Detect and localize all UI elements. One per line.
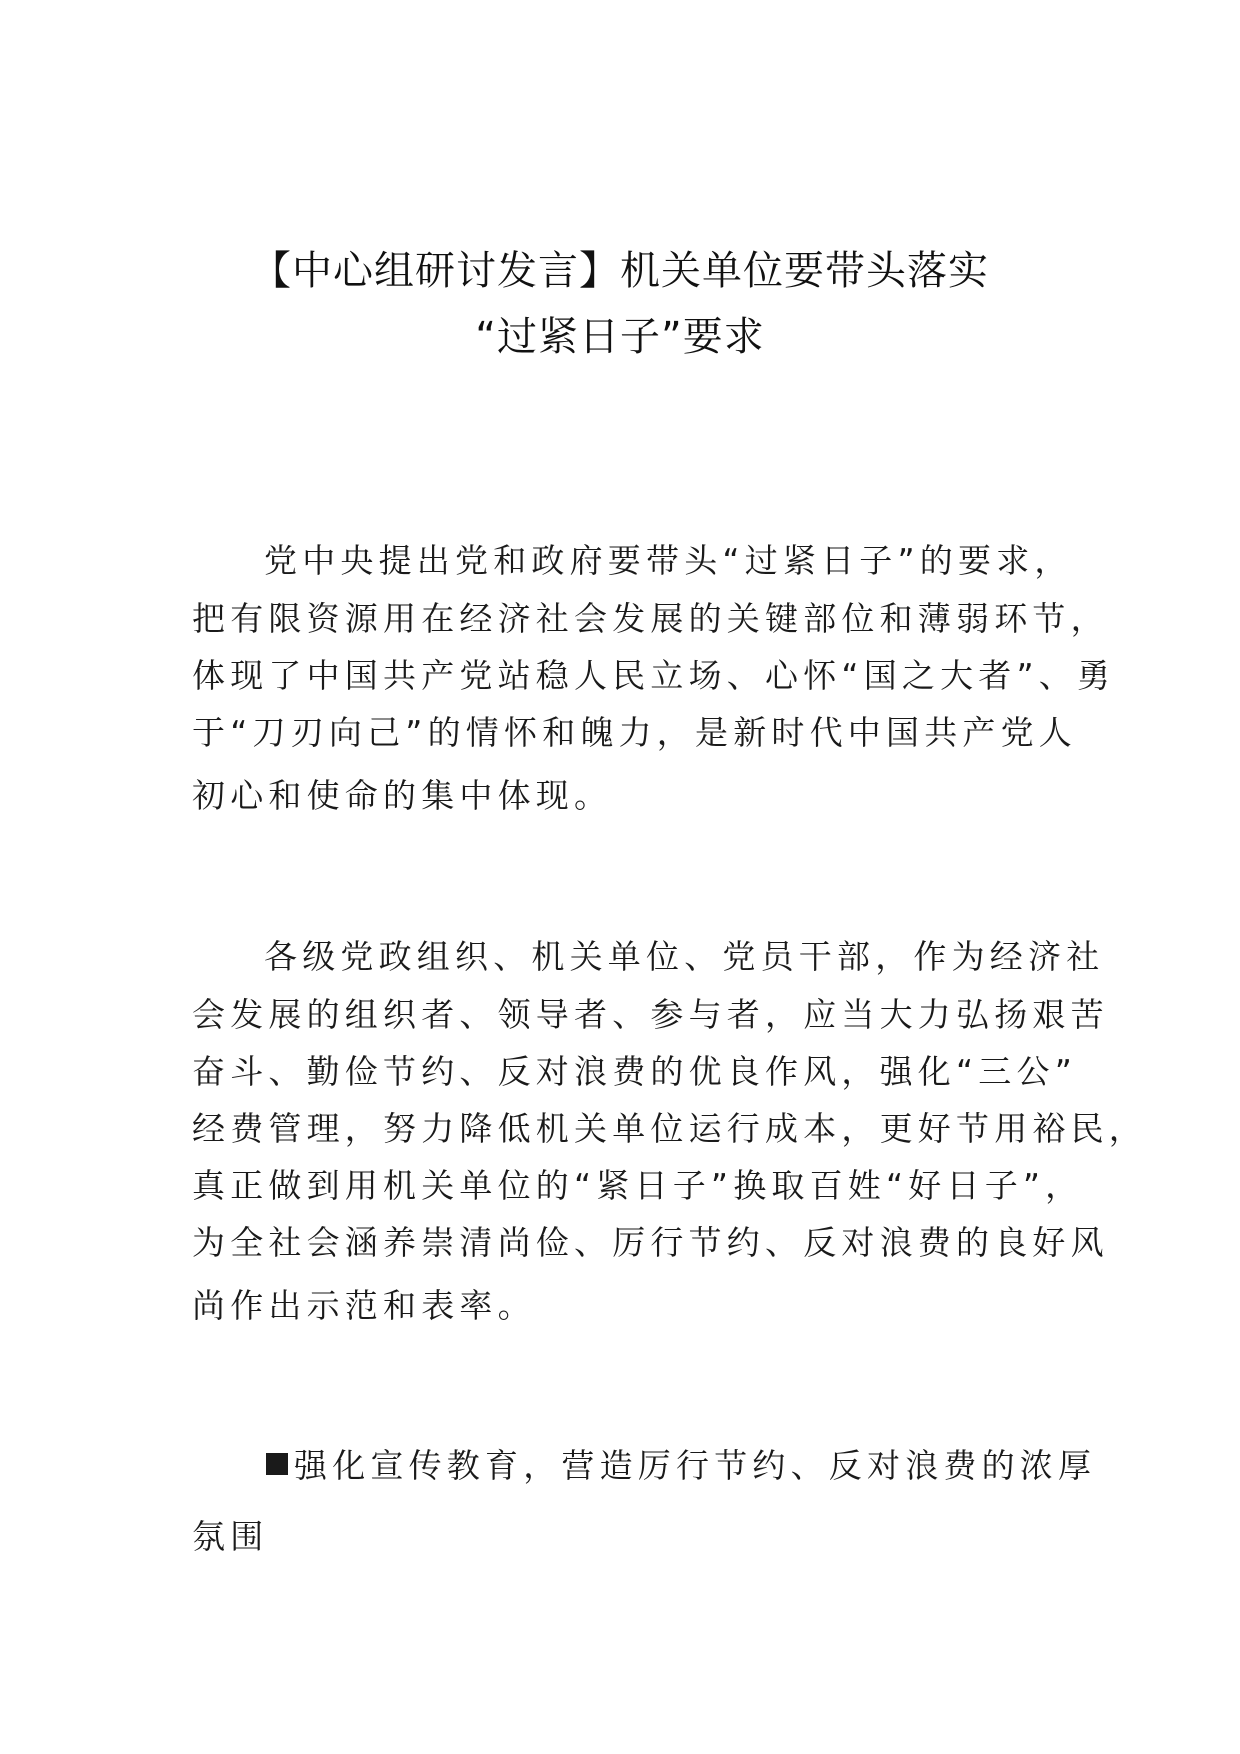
paragraph-line: 为全社会涵养崇清尚俭、厉行节约、反对浪费的良好风 (192, 1223, 1109, 1262)
square-bullet-icon (266, 1453, 288, 1475)
paragraph-line: 各级党政组织、机关单位、党员干部，作为经济社 (264, 937, 1105, 976)
paragraph-line: 党中央提出党和政府要带头“过紧日子”的要求， (264, 541, 1073, 580)
paragraph-line: 体现了中国共产党站稳人民立场、心怀“国之大者”、勇 (192, 656, 1116, 695)
paragraph-line: 真正做到用机关单位的“紧日子”换取百姓“好日子”， (192, 1166, 1084, 1205)
paragraph-line: 把有限资源用在经济社会发展的关键部位和薄弱环节， (192, 599, 1109, 638)
paragraph-line: 会发展的组织者、领导者、参与者，应当大力弘扬艰苦 (192, 995, 1109, 1034)
section-heading-text: 强化宣传教育，营造厉行节约、反对浪费的浓厚 (294, 1446, 1097, 1485)
document-title-line-2: “过紧日子”要求 (475, 314, 765, 360)
document-title-line-1: 【中心组研讨发言】机关单位要带头落实 (251, 248, 989, 294)
paragraph-line: 奋斗、勤俭节约、反对浪费的优良作风，强化“三公” (192, 1052, 1077, 1091)
paragraph-line: 初心和使命的集中体现。 (192, 776, 613, 815)
section-heading-line-2: 氛围 (192, 1517, 269, 1556)
paragraph-line: 于“刀刃向己”的情怀和魄力，是新时代中国共产党人 (192, 713, 1077, 752)
section-heading-line-1 (266, 1440, 1096, 1487)
paragraph-line: 经费管理，努力降低机关单位运行成本，更好节用裕民， (192, 1109, 1147, 1148)
paragraph-line: 尚作出示范和表率。 (192, 1286, 536, 1325)
